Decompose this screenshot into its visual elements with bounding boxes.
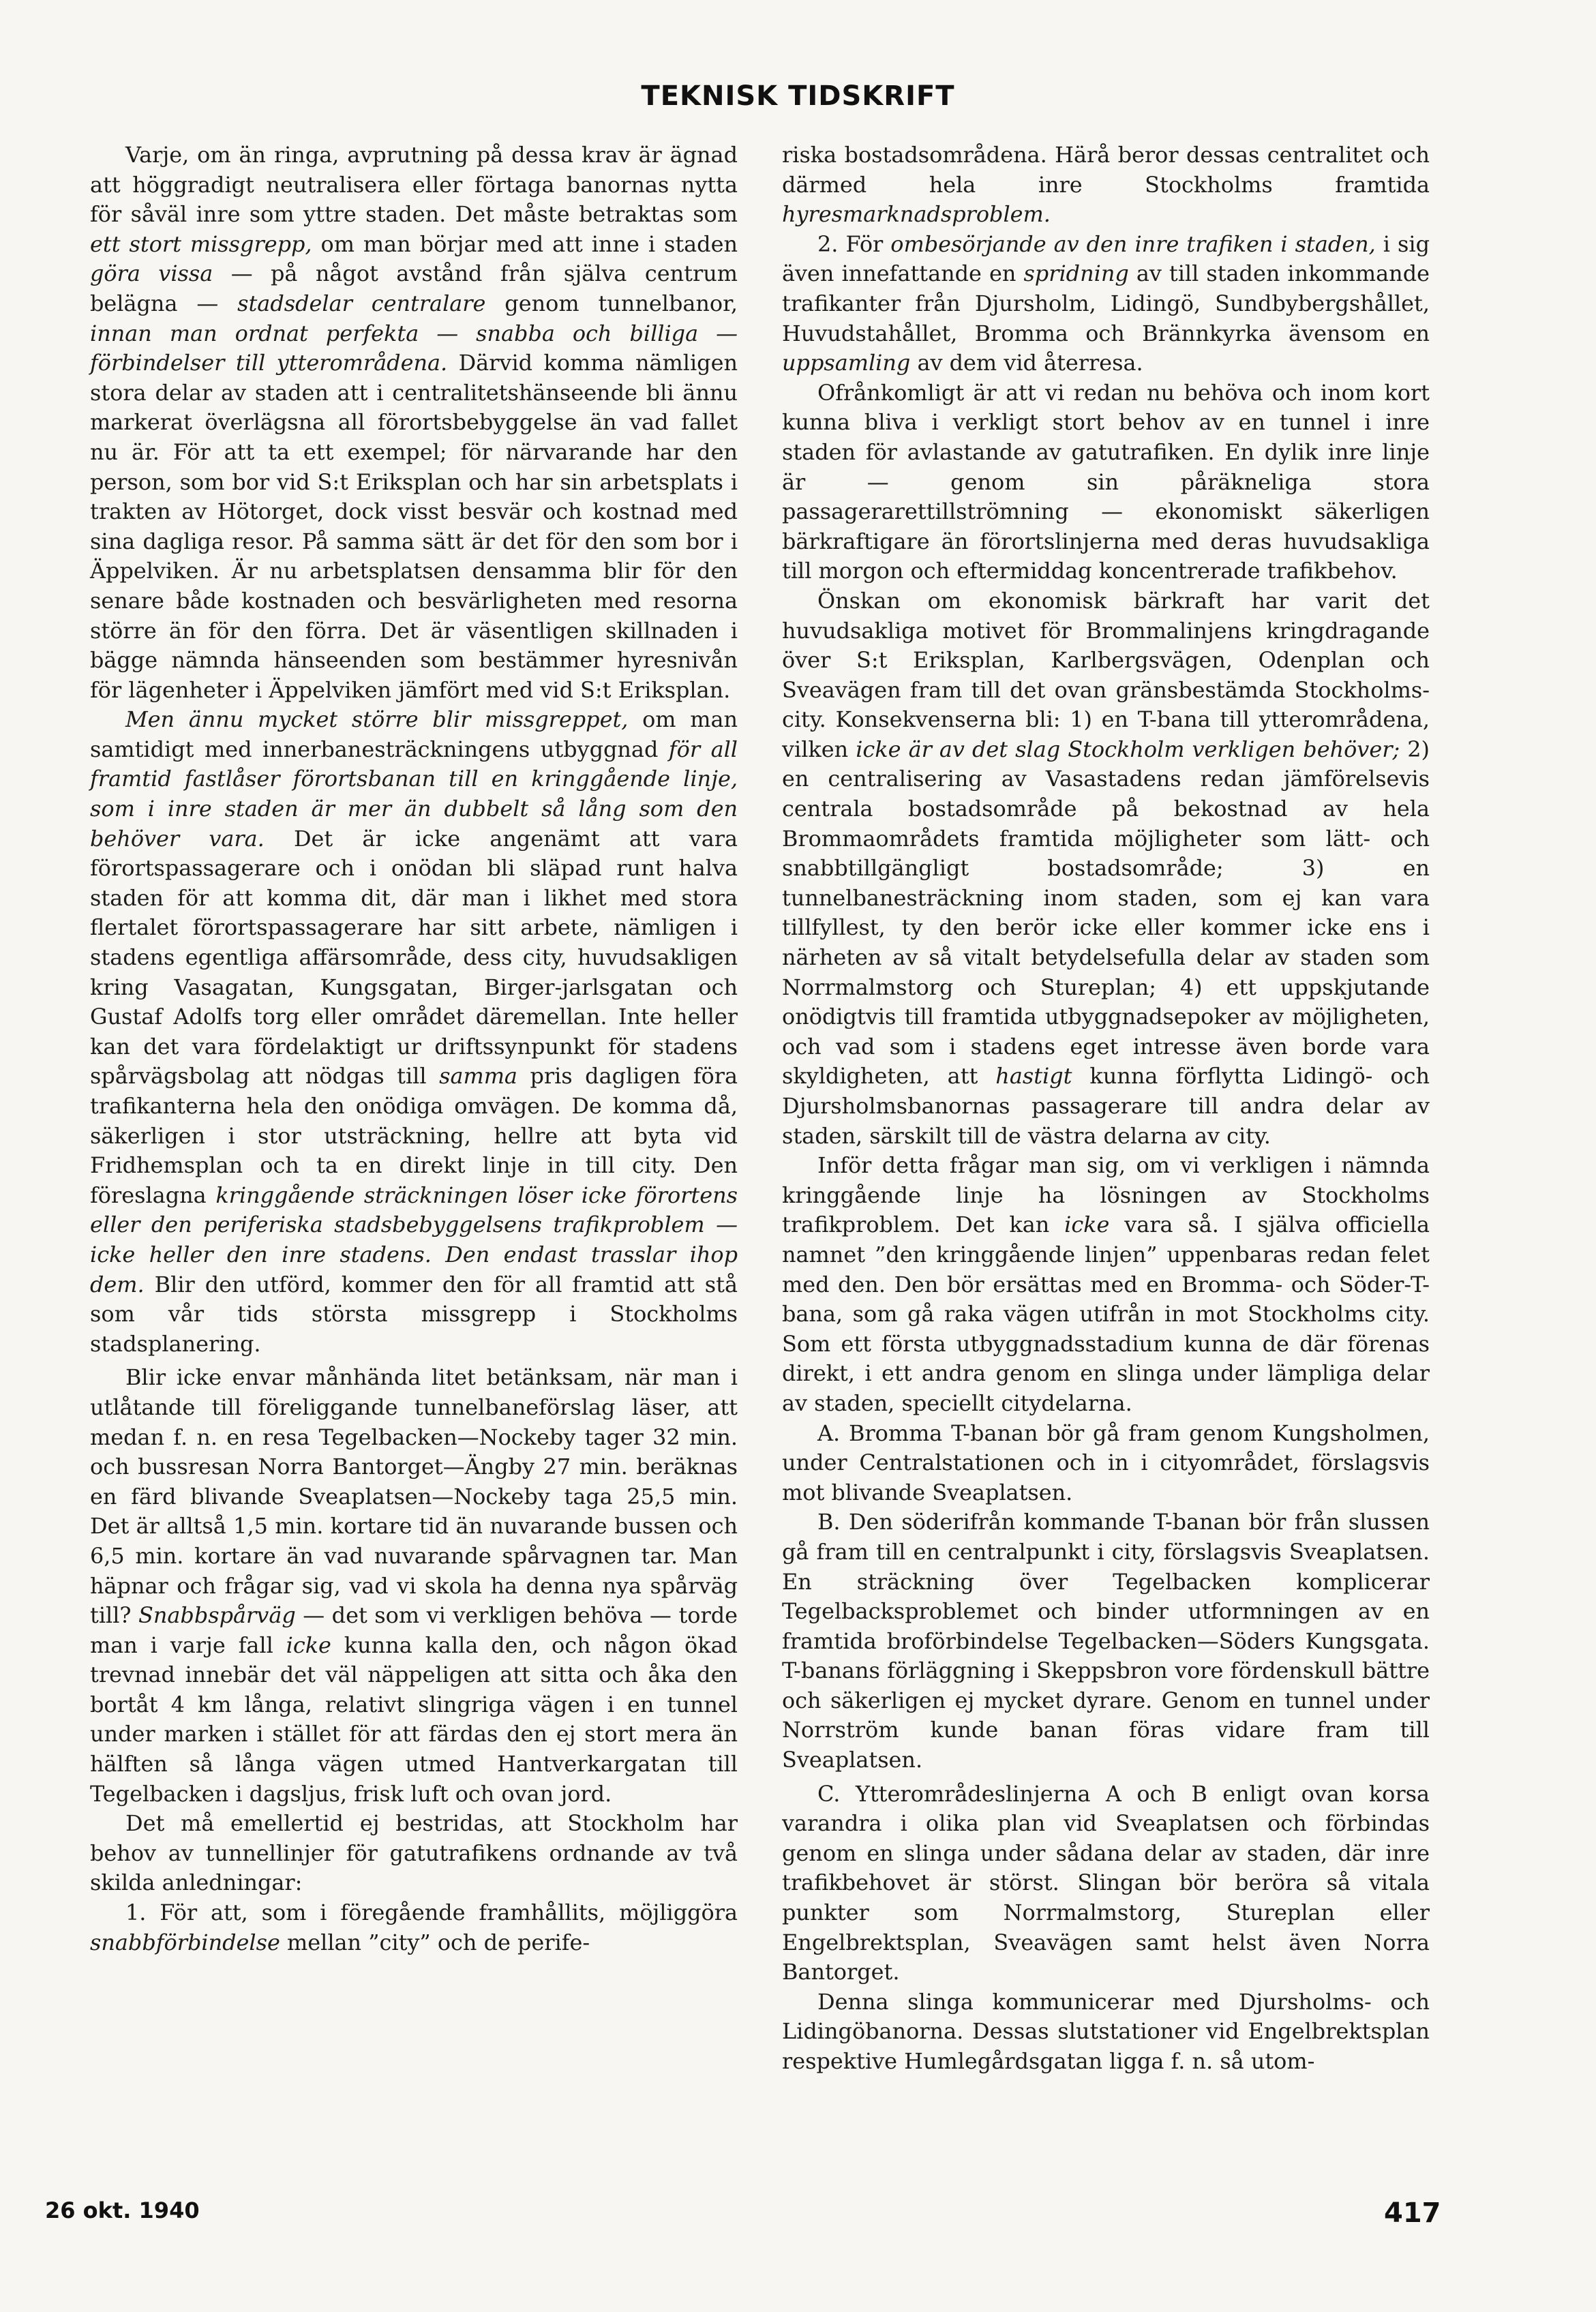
- text: mellan ”city” och de perife-: [280, 1929, 590, 1955]
- text: Därvid komma nämligen stora delar av staden att i centralitetshänseende bli ännu markerat överlägsna all förortsbebyggelse än vad fallet nu är. För att ta ett exempel; för närvarande har den person, som bor vid S:t Eriksplan och har sin arbetsplats i trakten av Hötorget, dock visst besvär och kostnad med sina dagliga resor. På samma sätt är det för den som bor i Äppelviken. Är nu arbetsplatsen densamma blir för den senare både kostnaden och besvärligheten med resorna större än för den förra. Det är väsentligen skillnaden i bägge nämnda hänseenden som bestämmer hyresnivån för lägenheter i Äppelviken jämfört med vid S:t Eriksplan.: [90, 350, 738, 703]
- text: Inför detta frågar man sig, om vi verkligen i nämnda kringgående linje ha lösningen av Stockholms trafikproblem. Det kan: [782, 1152, 1430, 1238]
- emphasis: ombesörjande av den inre trafiken i staden,: [890, 230, 1376, 257]
- text: 1. För att, som i föregående framhållits, möjliggöra: [125, 1900, 738, 1926]
- text: om man samtidigt med innerbanesträckningens utbyggnad: [90, 706, 738, 762]
- text: i sig även innefattande en: [782, 230, 1430, 287]
- emphasis: icke: [1064, 1212, 1110, 1238]
- text: Önskan om ekonomisk bärkraft har varit det huvudsakliga motivet för Brommalinjens kringdragande över S:t Eriksplan, Karlbergsvägen, Odenplan och Sveavägen fram till det ovan gränsbestämda Stockholms-city. Konsekvenserna bli: 1) en T-bana till ytterområdena, vilken: [782, 587, 1430, 762]
- text: pris dagligen föra trafikanterna hela den onödiga omvägen. De komma då, säkerligen i stor utsträckning, hellre att byta vid Fridhemsplan och ta en direkt linje in till city. Den föreslagna: [90, 1063, 738, 1208]
- emphasis: icke: [286, 1632, 331, 1658]
- emphasis: samma: [439, 1063, 517, 1090]
- text: kunna kalla den, och någon ökad trevnad innebär det väl näppeligen att sitta och åka den bortåt 4 km långa, relativt slingriga vägen i en tunnel under marken i stället för att färdas den ej stort mera än hälften så långa vägen utmed Hantverkargatan till Tegelbacken i dagsljus, frisk luft och ovan jord.: [90, 1632, 738, 1807]
- paragraph: Ofrånkomligt är att vi redan nu behöva och inom kort kunna bliva i verkligt stort behov av en tunnel i inre staden för avlastande av gatutrafiken. En dylik inre linje är — genom sin påräkneliga stora passagerarettillströmning — ekonomiskt säkerligen bärkraftigare än förortslinjerna med deras huvudsakliga till morgon och eftermiddag koncentrerade trafikbehov.: [782, 379, 1430, 584]
- emphasis: Men ännu mycket större blir missgreppet,: [125, 706, 629, 733]
- emphasis: för all framtid fastlåser förortsbanan till en kringgående linje, som i inre staden är mer än dubbelt så lång som den behöver vara.: [90, 736, 738, 852]
- text: Blir den utförd, kommer den för all framtid att stå som vår tids största missgrepp i Stockholms stadsplanering.: [90, 1271, 738, 1357]
- paragraph: [90, 1363, 738, 1809]
- text: av till staden inkommande trafikanter från Djursholm, Lidingö, Sundbybergshållet, Huvudstahållet, Bromma och Brännkyrka ävensom en: [782, 260, 1430, 346]
- paragraph: Det må emellertid ej bestridas, att Stockholm har behov av tunnellinjer för gatutrafikens ordnande av två skilda anledningar:: [90, 1810, 738, 1896]
- text: Det är icke angenämt att vara förortspassagerare och i onödan bli släpad runt halva staden för att komma dit, där man i likhet med stora flertalet förortspassagerare har sitt arbete, nämligen i stadens egentliga affärsområde, dess city, huvudsakligen kring Vasagatan, Kungsgatan, Birger-jarlsgatan och Gustaf Adolfs torg eller området däremellan. Inte heller kan det vara fördelaktigt ur driftssynpunkt för stadens spårvägsbolag att nödgas till: [90, 825, 738, 1090]
- emphasis: spridning: [1023, 260, 1129, 287]
- paragraph: A. Bromma T-banan bör gå fram genom Kungsholmen, under Centralstationen och in i cityområdet, förslagsvis mot blivande Sveaplatsen.: [782, 1420, 1430, 1505]
- text: — på något avstånd från själva centrum belägna —: [90, 260, 738, 316]
- paragraph: [90, 140, 738, 705]
- paragraph: [782, 586, 1430, 1151]
- emphasis: uppsamling: [782, 350, 911, 376]
- emphasis: göra vissa: [90, 260, 213, 287]
- left-column: [90, 140, 738, 1957]
- emphasis: kringgående sträckningen löser icke förortens eller den periferiska stadsbebyggelsens trafikproblem — icke heller den inre stadens. Den endast trasslar ihop dem.: [90, 1182, 738, 1297]
- paragraph: B. Den söderifrån kommande T-banan bör från slussen gå fram till en centralpunkt i city, förslagsvis Sveaplatsen. En sträckning över Tegelbacken komplicerar Tegelbacksproblemet och binder utformningen av en framtida broförbindelse Tegelbacken—Söders Kungsgata. T-banans förläggning i Skeppsbron vore fördenskull bättre och säkerligen ej mycket dyrare. Genom en tunnel under Norrström kunde banan föras vidare fram till Sveaplatsen.: [782, 1509, 1430, 1773]
- emphasis: stadsdelar centralare: [237, 290, 486, 316]
- paragraph: [90, 1898, 738, 1957]
- journal-masthead: TEKNISK TIDSKRIFT: [641, 80, 955, 112]
- emphasis: hastigt: [995, 1063, 1072, 1090]
- text: vara så. I själva officiella namnet ”den kringgående linjen” uppenbaras redan felet med den. Den bör ersättas med en Bromma- och Söder-T-bana, som gå raka vägen utifrån in mot Stockholms city. Som ett första utbyggnadsstadium kunna de där förenas direkt, i ett andra genom en slinga under lämpliga delar av staden, speciellt citydelarna.: [782, 1212, 1430, 1416]
- emphasis: hyresmarknadsproblem.: [782, 201, 1051, 228]
- text: av dem vid återresa.: [910, 350, 1143, 376]
- paragraph: [90, 705, 738, 1359]
- emphasis: snabbförbindelse: [90, 1929, 280, 1955]
- text: Blir icke envar månhända litet betänksam, när man i utlåtande till föreliggande tunnelbaneförslag läser, att medan f. n. en resa Tegelbacken—Nockeby tager 32 min. och bussresan Norra Bantorget—Ängby 27 min. beräknas en färd blivande Sveaplatsen—Nockeby taga 25,5 min. Det är alltså 1,5 min. kortare tid än nuvarande bussen och 6,5 min. kortare än vad nuvarande spårvagnen tar. Man häpnar och frågar sig, vad vi skola ha denna nya spårväg till?: [90, 1364, 738, 1629]
- paragraph: [782, 1151, 1430, 1418]
- paragraph: C. Ytterområdeslinjerna A och B enligt ovan korsa varandra i olika plan vid Sveaplatsen och förbindas genom en slinga under sådana delar av staden, där inre trafikbehovet är störst. Slingan bör beröra så vitala punkter som Norrmalmstorg, Stureplan eller Engelbrektsplan, Sveavägen samt helst även Norra Bantorget.: [782, 1780, 1430, 1985]
- paragraph: [782, 230, 1430, 378]
- text: om man börjar med att inne i staden: [312, 230, 738, 257]
- text: riska bostadsområdena. Härå beror dessas centralitet och därmed hela inre Stockholms framtida: [782, 142, 1430, 198]
- text: 2. För: [817, 230, 891, 257]
- emphasis: innan man ordnat perfekta — snabba och billiga — förbindelser till ytterområdena.: [90, 320, 738, 376]
- emphasis: ett stort missgrepp,: [90, 230, 312, 257]
- paragraph: Denna slinga kommunicerar med Djursholms- och Lidingöbanorna. Dessas slutstationer vid Engelbrektsplan respektive Humlegårdsgatan ligga f. n. så utom-: [782, 1988, 1430, 2074]
- text: genom tunnelbanor,: [485, 290, 738, 316]
- text: Varje, om än ringa, avprutning på dessa krav är ägnad att höggradigt neutralisera eller förtaga banornas nytta för såväl inre som yttre staden. Det måste betraktas som: [90, 142, 738, 228]
- emphasis: icke är av det slag Stockholm verkligen behöver;: [856, 736, 1400, 762]
- issue-date: 26 okt. 1940: [45, 2197, 200, 2223]
- right-column: [782, 140, 1430, 2077]
- text: 2) en centralisering av Vasastadens redan jämförelsevis centrala bostadsområde på bekostnad av hela Brommaområdets framtida möjligheter som lätt- och snabbtillgängligt bostadsområde; 3) en tunnelbanesträckning inom staden, som ej kan vara tillfyllest, ty den berör icke eller kommer icke ens i närheten av så vitalt betydelsefulla delar av staden som Norrmalmstorg och Stureplan; 4) ett uppskjutande onödigtvis till framtida utbyggnadsepoker av möjligheten, och vad som i stadens eget intresse även borde vara skyldigheten, att: [782, 736, 1430, 1090]
- page-number: 417: [1384, 2197, 1441, 2229]
- paragraph: [782, 140, 1430, 230]
- text: kunna förflytta Lidingö- och Djursholmsbanornas passagerare till andra delar av staden, särskilt till de västra delarna av city.: [782, 1063, 1430, 1149]
- text: — det som vi verkligen behöva — torde man i varje fall: [90, 1602, 738, 1658]
- emphasis: Snabbspårväg: [138, 1602, 296, 1629]
